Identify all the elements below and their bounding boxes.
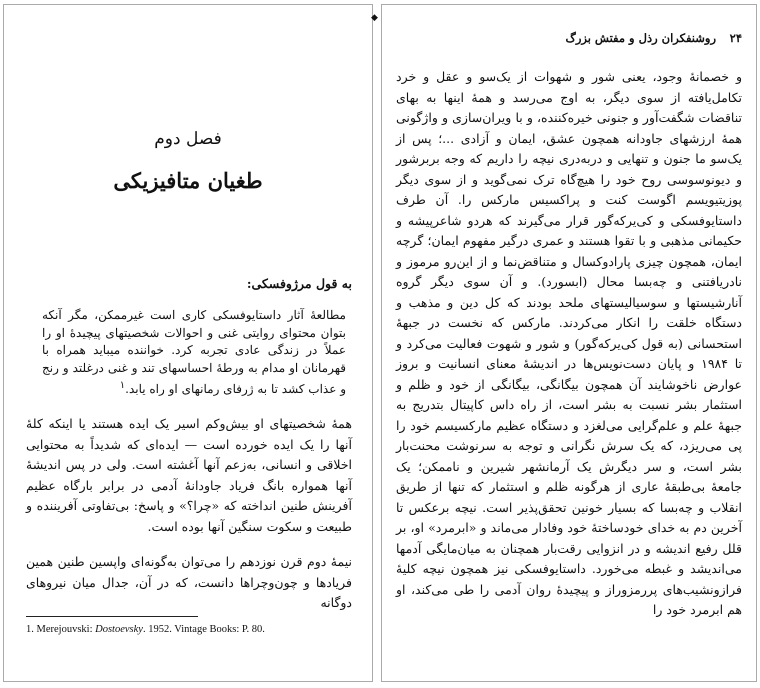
- page-number: ۲۴: [729, 31, 742, 45]
- paragraph-2: نیمهٔ دوم قرن نوزدهم را می‌توان به‌گونه‌ای واپسین طنین همین فریادها و چون‌وچراها دانست، که در آن، جدال میان نیروهای دوگانه: [26, 554, 352, 610]
- left-page: [3, 4, 378, 682]
- chapter-title: طغیان متافیزیکی: [113, 168, 263, 193]
- running-header: [396, 31, 742, 51]
- chapter-number: فصل دوم: [154, 129, 222, 149]
- footnote-rest: . 1952. Vintage Books: P. 80.: [142, 624, 265, 635]
- intro-label: به قول مرژوفسکی:: [246, 276, 352, 291]
- running-title: روشنفکران رذل و مفتش بزرگ: [565, 31, 716, 45]
- page-corner-mark: ◆: [371, 13, 378, 23]
- block-quote: [42, 307, 346, 399]
- paragraph-1: همهٔ شخصیتهای او بیش‌وکم اسیر یک ایده هستند یا اینکه کلهٔ آنها را یک ایده خورده است — ایده‌ای که شدیداً به محتوایی اخلاقی و انسانی، به‌زعم آنها آغشته است. ولی در پس اندیشهٔ آنها همواره بانگ فریاد جاودانهٔ آدمی در برابر بارگاه عظیم آفرینش طنین انداخته که «چرا؟» و پاسخ: بی‌تفاوتی آفریننده و طبیعت و سکوت سنگین آنها بوده است.: [26, 416, 352, 534]
- body-text: و خصمانهٔ وجود، یعنی شور و شهوات از یک‌سو و عقل و خرد تکامل‌یافته از سوی دیگر، به اوج می‌رسد و همهٔ اینها به بهای تناقضات شگفت‌آور و جنونی خیره‌کننده، و با ویران‌سازی و واژگونی همهٔ ارزشهای جاودانه همچون عشق، ایمان و آزادی ...؛ پس از یک‌سو ما جنون و تنهایی و دربه‌دری نیچه را داریم که وجه بربرشور و دیونوسوسی روح خود را هیچ‌گاه ترک نمی‌گوید و از سوی دیگر پوزیتیویسم اگوست کنت و پراکسیس مارکس را. آن طرف داستایوفسکی و کی‌یرکه‌گور قرار می‌گیرند که هردو شاعرپیشه و حکیمانی مذهبی و با تقوا هستند و عمری درگیر مفهوم ایمان؛ گرچه ایمان، همچون چیزی پارادوکسال و متناقض‌نما و از این‌رو مرموز و نادریافتنی و چه‌بسا محال (ابسورد). و آن سوی دیگر گروه آنارشیستها و سوسیالیستهای ملحد بودند که کل دین و مذهب و دستگاه خلقت را انکار می‌کردند. مارکس که نخست در جبههٔ استحسانی (به قول کی‌یرکه‌گور) و شور و شهوت فعالیت می‌کرد و تا ۱۹۸۴ و پایان دست‌نویس‌ها در اندیشهٔ معنای انسانیت و بروز عوارض ناخوشایند آن همچون بیگانگی، بیگانگی از خود و ظلم و استثمار بشر نسبت به بشر است، از راه داس کاپیتال بتدریج به جبههٔ علم و علم‌گرایی می‌لغزد و دستگاه عظیم مارکسیسم خود را پی می‌ریزد، که یک سرش نگرانی و توجه به سرنوشت محنت‌بار بشر است، و سر دیگرش یک آرمانشهر شیرین و ناممکن؛ یک جامعهٔ بی‌طبقهٔ عاری از هرگونه ظلم و استثمار که تنها از طریق انقلاب و چه‌بسا که بسیار خونین تحقق‌پذیر است. نیچه برعکس تا آخرین دم به خدای خودساختهٔ خود وفادار می‌ماند و «ابرمرد» او، بر قلل رفیع اندیشه و در انزوایی رقت‌بار همچنان به میان‌مایگی آدمها می‌اندیشد و غبطه می‌خورد. داستایوفسکی نیز همچون نیچه کلیهٔ فرازونشیب‌های پررمزوراز و پیچیدهٔ روان آدمی را طی می‌کند، او هم ابرمرد خود را: [396, 69, 743, 617]
- footnote-number: 1. Merejouvski:: [26, 624, 96, 635]
- footnote-ref: ۱: [119, 380, 126, 391]
- right-page: [381, 4, 757, 682]
- footnote: [26, 624, 265, 635]
- footnote-title: Dostoevsky: [95, 624, 143, 635]
- block-quote-text: مطالعهٔ آثار داستایوفسکی کاری است غیرممکن، مگر آنکه بتوان محتوای روایتی غنی و احوالات شخصیتهای پیچیدهٔ او را عملاً در زندگی عادی تجربه کرد. خواننده میباید همراه با قهرمانان او مدام به ورطهٔ احساسهای تند و غنی درغلتد و رنج و عذاب کشد تا به ژرفای رمانهای او راه یابد.: [42, 308, 346, 396]
- footnote-divider: [26, 616, 198, 617]
